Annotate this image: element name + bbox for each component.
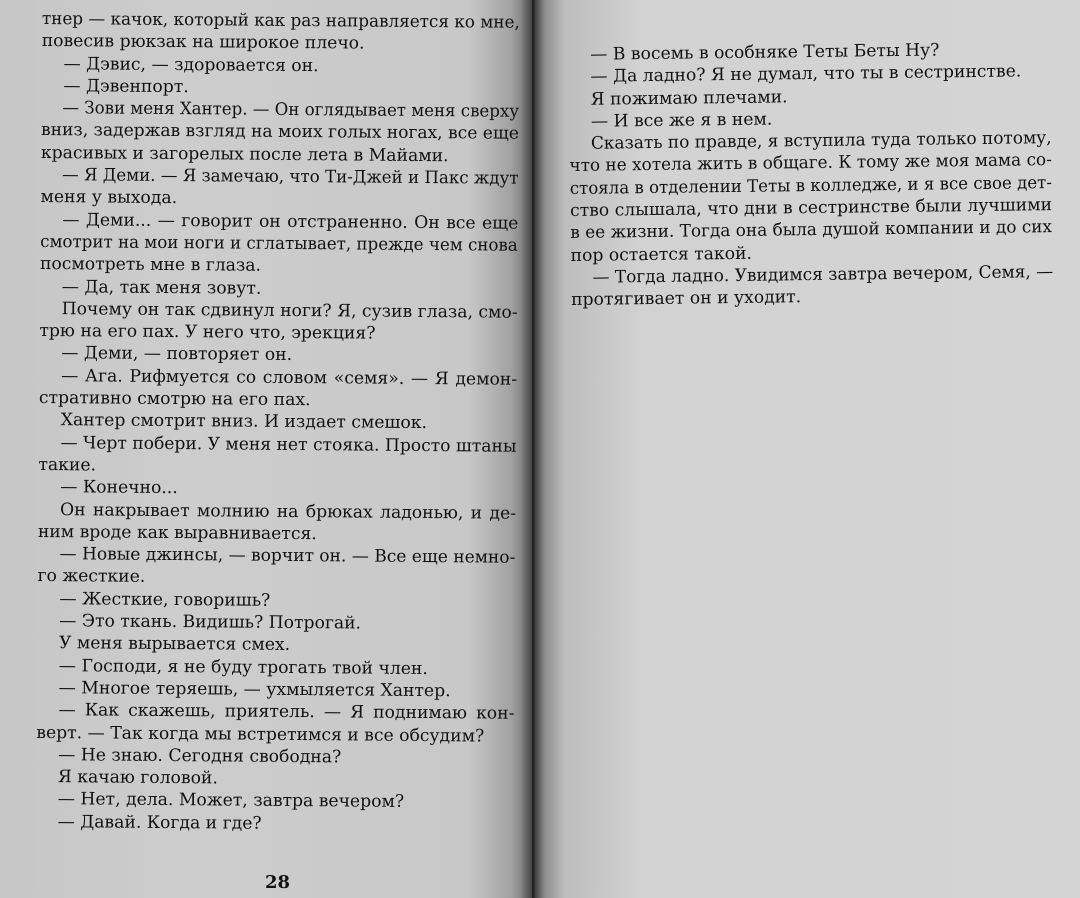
text-line: — Я Деми. — Я замечаю, что Ти-Джей и Пакс ждут <box>61 165 519 189</box>
text-line: — Да, так меня зовут. <box>61 276 262 299</box>
text-line: — Тогда ладно. Увидимся завтра вечером, Семя, — <box>592 262 1054 288</box>
text-line: У меня вырывается смех. <box>58 633 291 656</box>
text-line: Я пожимаю плечами. <box>590 86 788 110</box>
text-line: — И все же я в нем. <box>590 109 773 132</box>
text-line: — Жесткие, говоришь? <box>59 588 271 611</box>
text-line: — Новые джинсы, — ворчит он. — Все еще немно- <box>59 544 516 568</box>
text-line: го жесткие. <box>37 566 146 588</box>
text-line: повесив рюкзак на широкое плечо. <box>41 31 365 54</box>
text-line: — Конечно... <box>60 477 178 499</box>
text-line: ним вроде как выравнивается. <box>37 521 317 545</box>
text-line: посмотреть мне в глаза. <box>39 254 262 276</box>
text-line: трю на его пах. У него что, эрекция? <box>39 321 376 344</box>
text-line: — Как скажешь, приятель. — Я поднимаю кон- <box>58 700 515 724</box>
text-line: вниз, задержав взгляд на моих голых ногах, все еще <box>40 120 519 145</box>
text-line: — Господи, я не буду трогать твой член. <box>58 655 428 679</box>
text-line: — Не знаю. Сегодня свободна? <box>58 744 342 768</box>
text-line: — Черт побери. У меня нет стояка. Просто штаны <box>60 432 517 457</box>
text-line: — Да ладно? Я не думал, что ты в сестринстве. <box>590 61 1022 88</box>
text-line: верт. — Так когда мы встретимся и все обсудим? <box>36 722 485 746</box>
text-line: стояла в отделении Теты в колледже, и я все свое дет- <box>569 172 1053 199</box>
text-line: — Дэвис, — здоровается он. <box>63 53 319 76</box>
text-line: такие. <box>38 454 97 476</box>
text-line: что не хотела жить в общаге. К тому же моя мама со- <box>569 150 1052 177</box>
text-line: Я качаю головой. <box>57 767 218 789</box>
right-page-text <box>568 38 1053 311</box>
text-line: пор остается такой. <box>570 243 753 266</box>
text-line: — Деми... — говорит он отстраненно. Он все еще <box>62 209 519 234</box>
text-line: стративно смотрю на его пах. <box>38 388 311 411</box>
page-number: 28 <box>265 872 291 893</box>
text-line: тнер — качок, который как раз направляется ко мне, <box>41 8 520 33</box>
text-line: Он накрывает молнию на брюках ладонью, и де- <box>59 499 517 524</box>
right-page <box>532 0 1080 898</box>
text-line: — Деми, — повторяет он. <box>61 343 293 366</box>
text-line: — Это ткань. Видишь? Потрогай. <box>59 611 362 634</box>
text-line: меня у выхода. <box>40 187 178 209</box>
text-line: Почему он так сдвинул ноги? Я, сузив глаза, смо- <box>61 299 518 323</box>
text-line: ство слышала, что дни в сестринстве были лучшими <box>569 195 1053 222</box>
left-page <box>0 0 532 898</box>
text-line: — Дэвенпорт. <box>63 76 189 98</box>
text-line: — В восемь в особняке Теты Беты Ну? <box>590 40 940 65</box>
text-line: Хантер смотрит вниз. И издает смешок. <box>60 410 428 434</box>
text-line: смотрит на мои ноги и сглатывает, прежде чем снова <box>40 231 518 256</box>
left-page-text <box>36 8 520 837</box>
text-line: в ее жизни. Тогда она была душой компании и до сих <box>570 217 1053 244</box>
text-line: красивых и загорелых после лета в Майами. <box>40 142 449 166</box>
text-line: — Давай. Когда и где? <box>57 811 262 834</box>
text-line: — Зови меня Хантер. — Он оглядывает меня сверху <box>62 98 520 122</box>
text-line: — Многое теряешь, — ухмыляется Хантер. <box>58 678 451 702</box>
text-line: — Ага. Рифмуется со словом «семя». — Я демон- <box>61 365 518 390</box>
text-line: — Нет, дела. Может, завтра вечером? <box>57 789 405 813</box>
text-line: Сказать по правде, я вступила туда только потому, <box>590 128 1052 154</box>
text-line: протягивает он и уходит. <box>571 287 802 311</box>
